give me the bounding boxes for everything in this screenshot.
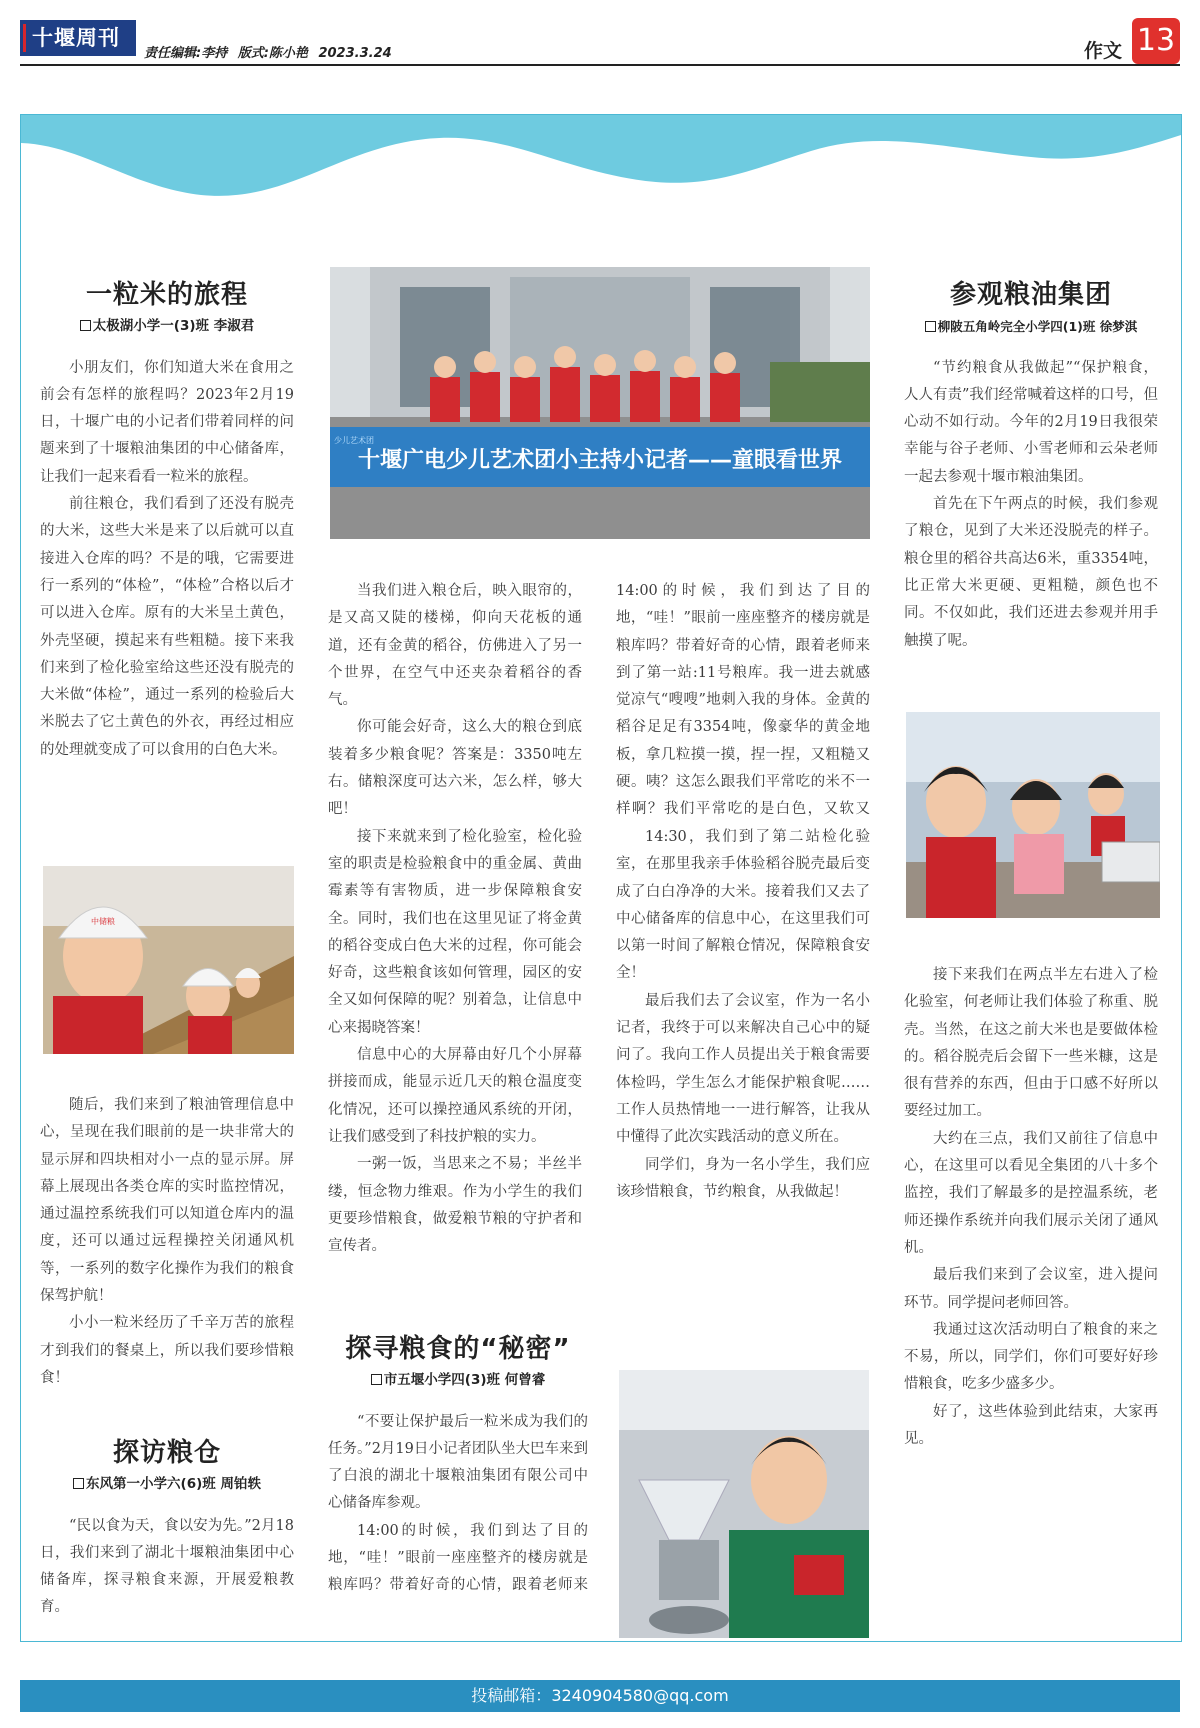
photo-boy-husker xyxy=(619,1370,869,1638)
byline-box-icon xyxy=(925,321,936,332)
article-paragraph: “节约粮食从我做起”“保护粮食，人人有责”我们经常喊着这样的口号，但心动不如行动。今年的2月19日我很荣幸能与谷子老师、小雪老师和云朵老师一起去参观十堰市粮油集团。 xyxy=(904,359,1158,485)
editor-credit: 责任编辑:李持 xyxy=(144,46,228,61)
article-paragraph: 14:00的时候，我们到达了目的地，“哇！”眼前一座座整齐的楼房就是粮库吗？带着好奇的心情，跟着老师来 xyxy=(328,1522,588,1594)
masthead-meta xyxy=(144,42,398,61)
banner-logo-text: 少儿艺术团 xyxy=(334,436,374,445)
article-byline xyxy=(40,313,294,340)
article-title: 探寻粮食的“秘密” xyxy=(345,1334,571,1364)
article-paragraph: 接下来就来到了检化验室，检化验室的职责是检验粮食中的重金属、黄曲霉素等有害物质，进一步保障粮食安全。同时，我们也在这里见证了将金黄的稻谷变成白色大米的过程，你可能会好奇，这些粮食该如何管理，园区的安全又如何保障的呢？别着急，让信息中心来揭晓答案！ xyxy=(328,828,582,1036)
header-rule xyxy=(20,64,1180,66)
column-4b xyxy=(904,962,1158,1453)
article-byline xyxy=(904,313,1158,340)
article-paragraph: 大约在三点，我们又前往了信息中心，在这里可以看见全集团的八十多个监控，我们了解最多的是控温系统，老师还操作系统并向我们展示关闭了通风机。 xyxy=(904,1130,1158,1256)
photo-group-banner xyxy=(330,267,870,539)
article-paragraph: “民以食为天，食以安为先。”2月18日，我们来到了湖北十堰粮油集团中心储备库，探寻粮食来源，开展爱粮教育。 xyxy=(40,1517,294,1616)
byline-box-icon xyxy=(73,1478,84,1489)
article-paragraph: 14:00的时候，我们到达了目的地，“哇！”眼前一座座整齐的楼房就是粮库吗？带着好奇的心情，跟着老师来到了第一站:11号粮库。我一进去就感觉凉气“嗖嗖”地刺入我的身体。金黄的稻谷足足有3354吨，像豪华的黄金地板，拿几粒摸一摸，捏一捏，又粗糙又硬。咦？这怎么跟我们平常吃的米不一样啊？我们平常吃的是白色，又软又 xyxy=(616,583,870,818)
article-title: 探访粮仓 xyxy=(112,1438,221,1468)
layout-credit: 版式:陈小艳 xyxy=(237,46,308,61)
byline-box-icon xyxy=(371,1374,382,1385)
article-paragraph: 我通过这次活动明白了粮食的来之不易，所以，同学们，你们可要好好珍惜粮食，吃多少盛多少。 xyxy=(904,1321,1158,1393)
column-2 xyxy=(328,578,582,1260)
byline-box-icon xyxy=(80,320,91,331)
newspaper-logo: 十堰周刊 xyxy=(20,20,136,56)
byline-text: 柳陂五角岭完全小学四(1)班 徐梦淇 xyxy=(937,319,1138,335)
photo-girl-helmet-grain xyxy=(43,866,294,1054)
article-paragraph: 接下来我们在两点半左右进入了检化验室，何老师让我们体验了称重、脱壳。当然，在这之前大米也是要做体检的。稻谷脱壳后会留下一些米糠，这是很有营养的东西，但由于口感不好所以要经过加工。 xyxy=(904,967,1158,1120)
column-1 xyxy=(40,282,294,764)
email-address[interactable]: 3240904580@qq.com xyxy=(551,1686,729,1705)
article-paragraph: 同学们，身为一名小学生，我们应该珍惜粮食，节约粮食，从我做起！ xyxy=(616,1156,870,1200)
submission-email xyxy=(20,1680,1180,1712)
article-byline xyxy=(328,1367,588,1394)
article-paragraph: 好了，这些体验到此结束，大家再见。 xyxy=(904,1403,1158,1448)
article-paragraph: 前往粮仓，我们看到了还没有脱壳的大米，这些大米是来了以后就可以直接进入仓库的吗？不是的哦，它需要进行一系列的“体检”，“体检”合格以后才可以进入仓库。原有的大米呈土黄色，外壳坚硬，摸起来有些粗糙。接下来我们来到了检化验室给这些还没有脱壳的大米做“体检”，通过一系列的检验后大米脱去了它土黄色的外衣，再经过相应的处理就变成了可以食用的白色大米。 xyxy=(40,496,294,758)
article-paragraph: 信息中心的大屏幕由好几个小屏幕拼接而成，能显示近几天的粮仓温度变化情况，还可以操控通风系统的开闭，让我们感受到了科技护粮的实力。 xyxy=(328,1047,582,1145)
masthead xyxy=(20,18,1180,68)
byline-text: 太极湖小学一(3)班 李淑君 xyxy=(92,318,255,335)
wave-decoration xyxy=(21,115,1181,215)
footer-bar xyxy=(20,1680,1180,1712)
page-number: 13 xyxy=(1132,18,1180,64)
photo-girls-lab xyxy=(906,712,1160,918)
email-label: 投稿邮箱： xyxy=(471,1686,552,1705)
column-4 xyxy=(904,282,1158,655)
column-3 xyxy=(616,578,870,1206)
article-paragraph: “不要让保护最后一粒米成为我们的任务。”2月19日小记者团队坐大巴车来到了白浪的湖北十堰粮油集团有限公司中心储备库参观。 xyxy=(328,1413,588,1512)
column-1b xyxy=(40,1092,294,1392)
column-1c xyxy=(40,1440,294,1622)
helmet-label: 中储粮 xyxy=(91,917,115,926)
issue-date: 2023.3.24 xyxy=(318,46,392,61)
byline-text: 东风第一小学六(6)班 周铂轶 xyxy=(86,1476,261,1493)
article-paragraph: 最后我们来到了会议室，进入提问环节。同学提问老师回答。 xyxy=(904,1267,1158,1311)
article-paragraph: 你可能会好奇，这么大的粮仓到底装着多少粮食呢？答案是：3350吨左右。储粮深度可达六米，怎么样，够大吧！ xyxy=(328,719,582,818)
section-title: 作文 xyxy=(1083,40,1122,62)
article-paragraph: 最后我们去了会议室，作为一名小记者，我终于可以来解决自己心中的疑问了。我向工作人员提出关于粮食需要体检吗，学生怎么才能保护粮食呢……工作人员热情地一一进行解答，让我从中懂得了此次实践活动的意义所在。 xyxy=(616,992,870,1146)
article-paragraph: 一粥一饭，当思来之不易；半丝半缕，恒念物力维艰。作为小学生的我们更要珍惜粮食，做爱粮节粮的守护者和宣传者。 xyxy=(328,1156,582,1255)
article-paragraph: 首先在下午两点的时候，我们参观了粮仓，见到了大米还没脱壳的样子。粮仓里的稻谷共高达6米，重3354吨，比正常大米更硬、更粗糙，颜色也不同。不仅如此，我们还进去参观并用手触摸了呢。 xyxy=(904,496,1158,649)
article-paragraph: 14:30，我们到了第二站检化验室，在那里我亲手体验稻谷脱壳最后变成了白白净净的大米。接着我们又去了中心储备库的信息中心，在这里我们可以第一时间了解粮仓情况，保障粮食安全！ xyxy=(616,829,870,982)
article-byline xyxy=(40,1471,294,1498)
article-title: 一粒米的旅程 xyxy=(85,280,248,310)
article-paragraph: 小小一粒米经历了千辛万苦的旅程才到我们的餐桌上，所以我们要珍惜粮食！ xyxy=(40,1315,294,1386)
article-paragraph: 随后，我们来到了粮油管理信息中心，呈现在我们眼前的是一块非常大的显示屏和四块相对小一点的显示屏。屏幕上展现出各类仓库的实时监控情况，通过温控系统我们可以知道仓库内的温度，还可以通过远程操控关闭通风机等，一系列的数字化操作为我们的粮食保驾护航！ xyxy=(40,1097,294,1305)
article-title: 参观粮油集团 xyxy=(949,280,1112,310)
column-2b xyxy=(328,1336,588,1600)
byline-text: 市五堰小学四(3)班 何曾睿 xyxy=(383,1372,546,1389)
banner-text: 十堰广电少儿艺术团小主持小记者——童眼看世界 xyxy=(357,448,843,473)
article-paragraph: 小朋友们，你们知道大米在食用之前会有怎样的旅程吗？2023年2月19日，十堰广电的小记者们带着同样的问题来到了十堰粮油集团的中心储备库，让我们一起来看看一粒米的旅程。 xyxy=(40,359,294,485)
article-paragraph: 当我们进入粮仓后，映入眼帘的，是又高又陡的楼梯，仰向天花板的通道，还有金黄的稻谷，仿佛进入了另一个世界，在空气中还夹杂着稻谷的香气。 xyxy=(328,583,582,709)
